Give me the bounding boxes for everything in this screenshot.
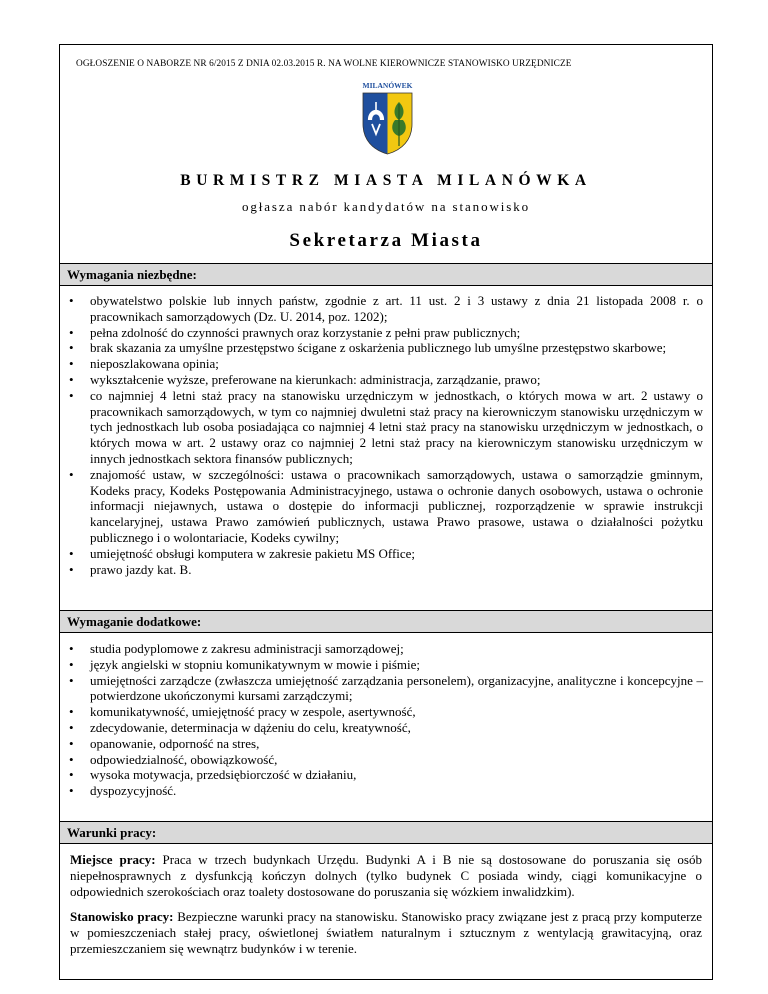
bullet-icon: •: [69, 767, 74, 783]
post-text: Bezpieczne warunki pracy na stanowisku. Stanowisko pracy związane jest z pracą przy komputerze w pomieszczeniach stałej pracy, oświetlonej światłem naturalnym i sztucznym z wentylacją grawitacyjną, oraz przemieszczaniem się wewnątrz budynków i w terenie.: [70, 909, 702, 956]
bullet-icon: •: [69, 783, 74, 799]
list-item-text: wysoka motywacja, przedsiębiorczość w działaniu,: [90, 767, 357, 783]
list-item-text: prawo jazdy kat. B.: [90, 561, 192, 577]
bullet-icon: •: [69, 656, 74, 672]
workplace-label: Miejsce pracy:: [70, 852, 156, 867]
bullet-icon: •: [69, 545, 74, 561]
list-item: [60, 356, 712, 372]
post-paragraph: [70, 909, 702, 956]
workplace-paragraph: [70, 852, 702, 899]
list-item: [60, 641, 712, 657]
additional-list: [60, 641, 712, 799]
list-item-text: brak skazania za umyślne przestępstwo ścigane z oskarżenia publicznego lub umyślne przestępstwo skarbowe;: [90, 340, 667, 356]
bullet-icon: •: [69, 751, 74, 767]
list-item-text: obywatelstwo polskie lub innych państw, zgodnie z art. 11 ust. 2 i 3 ustawy z dnia 21 listopada 2008 r. o pracownikach samorządowych (Dz. U. 2014, poz. 1202);: [90, 293, 703, 324]
bullet-icon: •: [69, 466, 74, 482]
requirements-list: [60, 293, 712, 577]
mayor-title: BURMISTRZ MIASTA MILANÓWKA: [180, 172, 592, 189]
additional-heading: Wymaganie dodatkowe:: [60, 610, 712, 633]
list-item: [60, 783, 712, 799]
list-item: [60, 546, 712, 562]
list-item: [60, 340, 712, 356]
list-item: [60, 720, 712, 736]
list-item: [60, 704, 712, 720]
list-item: [60, 388, 712, 467]
bullet-icon: •: [69, 735, 74, 751]
list-item-text: zdecydowanie, determinacja w dążeniu do celu, kreatywność,: [90, 719, 411, 735]
list-item: [60, 673, 712, 705]
announcement-subtitle: ogłasza nabór kandydatów na stanowisko: [241, 199, 531, 214]
list-item-text: studia podyplomowe z zakresu administracji samorządowej;: [90, 641, 404, 656]
bullet-icon: •: [69, 704, 74, 720]
conditions-text: [60, 852, 712, 967]
bullet-icon: •: [69, 672, 74, 688]
position-title: Sekretarza Miasta: [289, 230, 483, 251]
list-item: [60, 372, 712, 388]
document-frame: [59, 44, 713, 980]
milanowek-crest: [355, 80, 420, 158]
list-item-text: opanowanie, odporność na stres,: [90, 735, 260, 751]
bullet-icon: •: [69, 387, 74, 403]
list-item: [60, 767, 712, 783]
list-item-text: pełna zdolność do czynności prawnych oraz korzystanie z pełni praw publicznych;: [90, 324, 521, 340]
bullet-icon: •: [69, 356, 74, 372]
list-item-text: umiejętności zarządcze (zwłaszcza umiejętność zarządzania personelem), organizacyjne, analityczne i koncepcyjne – potwierdzone ukończonymi kursami zarządczymi;: [90, 672, 703, 704]
bullet-icon: •: [69, 561, 74, 577]
list-item: [60, 752, 712, 768]
requirements-heading: Wymagania niezbędne:: [60, 263, 712, 286]
bullet-icon: •: [69, 340, 74, 356]
bullet-icon: •: [69, 719, 74, 735]
list-item-text: komunikatywność, umiejętność pracy w zespole, asertywność,: [90, 704, 416, 720]
list-item-text: odpowiedzialność, obowiązkowość,: [90, 751, 278, 767]
list-item-text: dyspozycyjność.: [90, 783, 177, 799]
workplace-text: Praca w trzech budynkach Urzędu. Budynki A i B nie są dostosowane do poruszania się osób niepełnosprawnych z dysfunkcją kończyn dolnych (tylko budynek C posiada windy, ciągi komunikacyjne o odpowiednich szerokościach oraz toalety dostosowane do poruszania się wózkiem inwalidzkim).: [70, 852, 702, 899]
bullet-icon: •: [69, 293, 74, 308]
post-label: Stanowisko pracy:: [70, 909, 174, 925]
conditions-heading: Warunki pracy:: [60, 821, 712, 844]
list-item-text: umiejętność obsługi komputera w zakresie pakietu MS Office;: [90, 545, 416, 561]
notice-header: OGŁOSZENIE O NABORZE NR 6/2015 Z DNIA 02.03.2015 R. NA WOLNE KIEROWNICZE STANOWISKO URZĘDNICZE: [76, 59, 572, 69]
bullet-icon: •: [69, 641, 74, 656]
list-item: [60, 293, 712, 325]
list-item: [60, 325, 712, 341]
list-item: [60, 562, 712, 578]
bullet-icon: •: [69, 324, 74, 340]
bullet-icon: •: [69, 371, 74, 387]
list-item: [60, 736, 712, 752]
crest-text: MILANÓWEK: [362, 81, 413, 90]
list-item-text: język angielski w stopniu komunikatywnym w mowie i piśmie;: [90, 656, 421, 672]
list-item: [60, 467, 712, 546]
list-item-text: wykształcenie wyższe, preferowane na kierunkach: administracja, zarządzanie, prawo;: [90, 371, 541, 387]
list-item: [60, 657, 712, 673]
list-item-text: znajomość ustaw, w szczególności: ustawa o pracownikach samorządowych, ustawa o samorządzie gminnym, Kodeks pracy, Kodeks Postępowania Administracyjnego, ustawa o ochronie danych osobowych, ustawa o ochronie informacji niejawnych, ustawa o dostępie do informacji publicznej, rozporządzenie w sprawie instrukcji kancelaryjnej, ustawa Prawo zamówień publicznych, ustawa Prawo prasowe, ustawa o działalności pożytku publicznego i o wolontariacie, Kodeks cywilny;: [90, 466, 703, 545]
list-item-text: nieposzlakowana opinia;: [90, 356, 219, 372]
list-item-text: co najmniej 4 letni staż pracy na stanowisku urzędniczym w jednostkach, o których mowa w art. 2 ustawy o pracownikach samorządowych, w tym co najmniej dwuletni staż pracy na kierowniczym stanowisku urzędniczym w tych jednostkach lub osoba posiadająca co najmniej 4 letni staż pracy na stanowisku urzędniczym w jednostkach, o których mowa w art. 2 ustawy oraz co najmniej 2 letni staż pracy na kierowniczym stanowisku urzędniczym w innych jednostkach sektora finansów publicznych;: [90, 387, 703, 466]
